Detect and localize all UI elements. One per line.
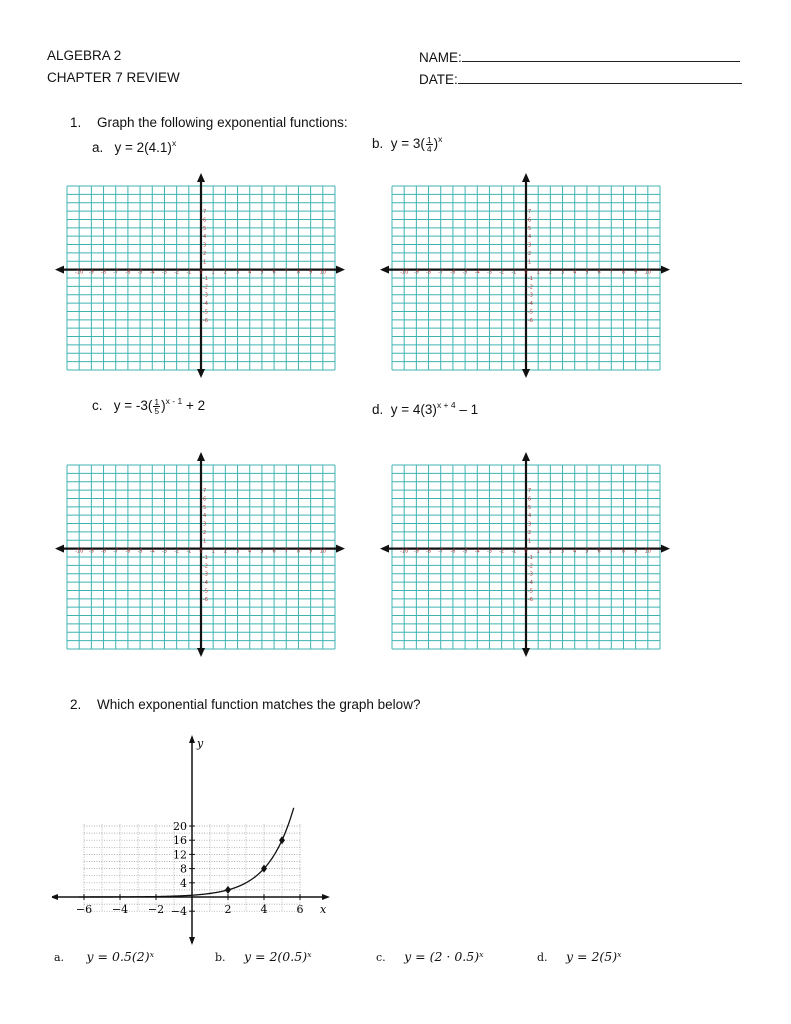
q1d-equation: d. $y = 4(3)^{x + 4} - 1$	[372, 400, 479, 417]
chart-y-tick-label: 20	[173, 820, 187, 833]
x-tick-label: 2	[223, 269, 227, 276]
x-tick-label: 3	[560, 269, 565, 276]
y-tick-label: 2	[203, 529, 207, 536]
q1c-equation: c. y = -3( $\frac{1}{5}$ )$^{x - 1}$ + 2	[92, 396, 206, 416]
name-field[interactable]	[419, 48, 740, 65]
choice-b-equation: y = 2(0.5)ˣ	[244, 949, 312, 964]
x-tick-label: 8	[296, 269, 301, 276]
x-tick-label: -6	[125, 548, 131, 555]
x-tick-label: 6	[597, 269, 601, 276]
choice-c-equation: y = (2 · 0.5)ˣ	[404, 949, 484, 964]
chart-x-axis-right-arrow	[322, 894, 330, 900]
chart-y-tick-label: 8	[180, 862, 187, 876]
x-tick-label: -6	[450, 269, 456, 276]
y-tick-label: 4	[203, 234, 207, 241]
x-tick-label: 5	[585, 269, 589, 276]
y-tick-label: 7	[203, 209, 207, 216]
question-1-prompt: Graph the following exponential functions:	[97, 115, 348, 130]
chapter-title: CHAPTER 7 REVIEW	[47, 70, 180, 85]
chart-x-tick-label: 4	[260, 903, 268, 916]
y-tick-label: 4	[528, 513, 532, 520]
x-tick-label: -7	[113, 269, 119, 276]
y-tick-label: 4	[203, 513, 207, 520]
question-2-number: 2.	[70, 697, 82, 712]
y-tick-label: -5	[528, 588, 533, 595]
y-tick-label: -4	[528, 580, 533, 587]
y-tick-label: -3	[528, 571, 533, 578]
x-tick-label: -5	[462, 548, 468, 555]
x-tick-label: -8	[101, 269, 107, 276]
chart-x-tick-label: −2	[147, 903, 165, 916]
chart-point	[225, 886, 231, 894]
x-tick-label: -8	[101, 548, 107, 555]
y-tick-label: 7	[528, 488, 532, 495]
x-tick-label: -9	[88, 548, 94, 555]
chart-y-axis-up-arrow	[189, 735, 195, 743]
y-axis-down-arrow	[522, 648, 530, 657]
x-tick-label: -7	[113, 548, 119, 555]
date-blank-line[interactable]	[458, 70, 742, 84]
y-tick-label: -2	[528, 284, 533, 291]
x-tick-label: -10	[75, 548, 84, 555]
choice-a-equation: y = 0.5(2)ˣ	[86, 949, 155, 964]
choice-a-letter: a.	[54, 951, 65, 964]
date-label: DATE:	[419, 72, 458, 87]
chart-x-axis-left-arrow	[52, 894, 58, 900]
x-tick-label: 3	[560, 548, 565, 555]
y-tick-label: -1	[203, 555, 208, 561]
x-axis-right-arrow	[336, 266, 345, 274]
x-tick-label: 9	[634, 269, 638, 276]
y-tick-label: -4	[203, 301, 208, 308]
x-tick-label: 9	[309, 269, 313, 276]
x-tick-label: 7	[609, 548, 613, 555]
x-tick-label: 2	[548, 548, 552, 555]
course-title: ALGEBRA 2	[47, 48, 122, 63]
x-tick-label: 5	[260, 548, 264, 555]
y-tick-label: 6	[203, 217, 207, 224]
x-tick-label: -10	[400, 269, 409, 276]
choice-d-letter: d.	[537, 951, 548, 964]
y-tick-label: 2	[203, 250, 207, 257]
grid-d[interactable]	[380, 452, 670, 657]
chart-x-tick-label: 2	[224, 903, 232, 916]
y-tick-label: 5	[528, 504, 532, 511]
y-tick-label: -3	[203, 571, 208, 578]
x-tick-label: -2	[174, 548, 180, 555]
y-tick-label: -5	[203, 309, 208, 316]
x-tick-label: 8	[621, 548, 626, 555]
q2-exponential-graph	[52, 735, 342, 945]
y-tick-label: -2	[203, 284, 208, 291]
x-tick-label: 7	[284, 269, 288, 276]
x-tick-label: -3	[486, 269, 492, 276]
x-tick-label: 8	[296, 548, 301, 555]
x-tick-label: -1	[511, 548, 517, 555]
y-tick-label: -5	[203, 588, 208, 595]
x-tick-label: -3	[161, 269, 167, 276]
y-axis-up-arrow	[197, 173, 205, 182]
x-tick-label: 4	[248, 548, 252, 555]
x-axis-right-arrow	[661, 545, 670, 553]
x-tick-label: 0	[524, 548, 528, 555]
y-tick-label: 6	[528, 217, 532, 224]
x-axis-right-arrow	[336, 545, 345, 553]
x-tick-label: 4	[573, 548, 577, 555]
grid-b[interactable]	[380, 173, 670, 378]
y-tick-label: -1	[203, 276, 208, 282]
x-tick-label: 1	[536, 548, 540, 555]
choice-b-letter: b.	[215, 951, 226, 964]
x-tick-label: -8	[426, 548, 432, 555]
x-tick-label: -7	[438, 548, 444, 555]
choice-d-equation: y = 2(5)ˣ	[566, 949, 622, 964]
y-tick-label: 3	[203, 521, 207, 528]
x-tick-label: -10	[400, 548, 409, 555]
grid-c[interactable]	[55, 452, 345, 657]
chart-y-tick-label: 4	[180, 876, 187, 890]
y-axis-down-arrow	[522, 369, 530, 378]
name-blank-line[interactable]	[462, 48, 740, 62]
choice-c-letter: c.	[376, 951, 386, 964]
x-tick-label: -4	[474, 269, 480, 276]
y-tick-label: 5	[203, 504, 207, 511]
choice-a[interactable]	[54, 948, 154, 966]
x-tick-label: -4	[149, 269, 155, 276]
y-tick-label: -4	[528, 301, 533, 308]
y-tick-label: 3	[203, 242, 207, 249]
x-tick-label: -1	[511, 269, 517, 276]
x-tick-label: 4	[573, 269, 577, 276]
x-tick-label: 6	[597, 548, 601, 555]
x-tick-label: -3	[486, 548, 492, 555]
y-tick-label: -6	[203, 317, 208, 324]
x-tick-label: 5	[585, 548, 589, 555]
x-tick-label: -5	[137, 548, 143, 555]
x-tick-label: -3	[161, 548, 167, 555]
chart-y-tick-label: 16	[173, 834, 187, 848]
chart-x-tick-label: −4	[111, 903, 129, 916]
chart-x-axis-label: x	[320, 903, 327, 916]
x-tick-label: -5	[137, 269, 143, 276]
y-tick-label: -2	[203, 563, 208, 570]
x-tick-label: 7	[284, 548, 288, 555]
chart-x-tick-label: −6	[75, 903, 93, 916]
x-tick-label: 9	[309, 548, 313, 555]
chart-point	[279, 836, 285, 844]
y-tick-label: 1	[203, 538, 207, 545]
y-tick-label: -6	[203, 596, 208, 603]
x-tick-label: 9	[634, 548, 638, 555]
x-tick-label: -1	[186, 548, 192, 555]
y-tick-label: -2	[528, 563, 533, 570]
x-tick-label: 2	[548, 269, 552, 276]
choice-b[interactable]	[215, 948, 312, 966]
x-tick-label: 10	[644, 548, 652, 555]
x-tick-label: 10	[644, 269, 652, 276]
y-tick-label: 4	[528, 234, 532, 241]
y-axis-down-arrow	[197, 369, 205, 378]
x-tick-label: 3	[235, 269, 240, 276]
y-axis-down-arrow	[197, 648, 205, 657]
x-tick-label: -8	[426, 269, 432, 276]
y-tick-label: -3	[203, 292, 208, 299]
y-tick-label: 3	[528, 521, 532, 528]
y-tick-label: 1	[528, 538, 532, 545]
y-tick-label: 5	[203, 225, 207, 232]
x-tick-label: 10	[319, 548, 327, 555]
x-tick-label: -9	[88, 269, 94, 276]
y-tick-label: -6	[528, 596, 533, 603]
x-tick-label: 10	[319, 269, 327, 276]
y-tick-label: -4	[203, 580, 208, 587]
y-tick-label: 1	[203, 259, 207, 266]
question-2-prompt: Which exponential function matches the graph below?	[97, 697, 421, 712]
y-tick-label: 6	[203, 496, 207, 503]
question-1-number: 1.	[70, 115, 82, 130]
y-tick-label: -3	[528, 292, 533, 299]
x-tick-label: 7	[609, 269, 613, 276]
x-axis-left-arrow	[55, 545, 64, 553]
y-tick-label: -1	[528, 276, 533, 282]
chart-y-axis-down-arrow	[189, 937, 195, 945]
x-axis-left-arrow	[380, 266, 389, 274]
y-axis-up-arrow	[522, 452, 530, 461]
grid-a[interactable]	[55, 173, 345, 378]
x-axis-left-arrow	[380, 545, 389, 553]
x-tick-label: 0	[524, 269, 528, 276]
x-tick-label: 0	[199, 548, 203, 555]
y-tick-label: 1	[528, 259, 532, 266]
y-tick-label: 6	[528, 496, 532, 503]
x-tick-label: 6	[272, 269, 276, 276]
x-tick-label: 3	[235, 548, 240, 555]
x-tick-label: 4	[248, 269, 252, 276]
x-tick-label: -2	[499, 269, 505, 276]
chart-y-axis-label: y	[197, 737, 204, 750]
x-tick-label: 8	[621, 269, 626, 276]
y-tick-label: -5	[528, 309, 533, 316]
choice-d[interactable]	[537, 948, 622, 966]
x-tick-label: 5	[260, 269, 264, 276]
chart-y-tick-label: −4	[170, 905, 187, 919]
x-tick-label: 6	[272, 548, 276, 555]
x-tick-label: 2	[223, 548, 227, 555]
y-tick-label: 2	[528, 250, 532, 257]
x-tick-label: 0	[199, 269, 203, 276]
x-tick-label: -9	[413, 269, 419, 276]
choice-c[interactable]	[376, 948, 484, 966]
y-tick-label: 3	[528, 242, 532, 249]
x-tick-label: -1	[186, 269, 192, 276]
y-axis-up-arrow	[522, 173, 530, 182]
x-tick-label: -9	[413, 548, 419, 555]
date-field[interactable]	[419, 70, 742, 87]
x-tick-label: -4	[149, 548, 155, 555]
name-label: NAME:	[419, 50, 462, 65]
x-tick-label: -7	[438, 269, 444, 276]
y-tick-label: 5	[528, 225, 532, 232]
x-axis-left-arrow	[55, 266, 64, 274]
x-tick-label: -6	[125, 269, 131, 276]
y-tick-label: -1	[528, 555, 533, 561]
y-tick-label: 7	[528, 209, 532, 216]
x-tick-label: -10	[75, 269, 84, 276]
x-tick-label: 1	[211, 269, 215, 276]
q1a-equation: a. $y = 2(4.1)^x$	[92, 138, 177, 155]
x-tick-label: 1	[536, 269, 540, 276]
x-axis-right-arrow	[661, 266, 670, 274]
chart-y-tick-label: 12	[173, 848, 187, 862]
q1b-equation: b. y = 3( $\frac{1}{4}$ )$^x$	[372, 134, 443, 154]
x-tick-label: -2	[174, 269, 180, 276]
y-axis-up-arrow	[197, 452, 205, 461]
x-tick-label: 1	[211, 548, 215, 555]
x-tick-label: -4	[474, 548, 480, 555]
y-tick-label: 7	[203, 488, 207, 495]
y-tick-label: 2	[528, 529, 532, 536]
y-tick-label: -6	[528, 317, 533, 324]
x-tick-label: -5	[462, 269, 468, 276]
x-tick-label: -6	[450, 548, 456, 555]
chart-x-tick-label: 6	[296, 903, 304, 916]
x-tick-label: -2	[499, 548, 505, 555]
